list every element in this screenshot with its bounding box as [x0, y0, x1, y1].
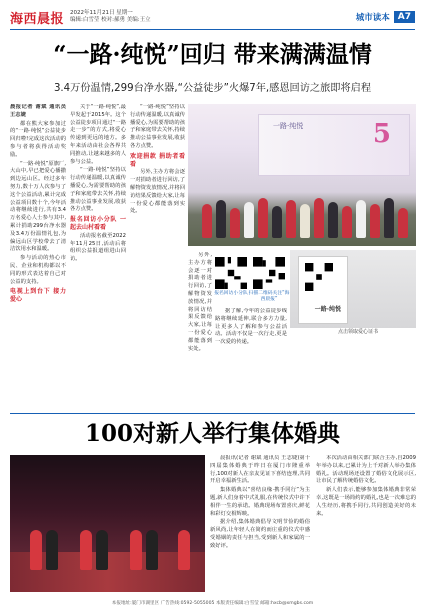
certificate-card: [298, 256, 348, 324]
subheading: 报名回访小分队 一起去山村看看: [70, 216, 126, 231]
wedding-photo: [10, 455, 205, 592]
person: [300, 204, 310, 238]
footer: 本报地址:厦门市湖里区 广告热线:0592-5055005 本版责任编辑:白雪莹 邮箱:hxcb@xmgbs.com: [111, 601, 314, 606]
paragraph: 活动报名截至2022年11月25日,活动后将组织公益报道组进山回访。: [70, 232, 126, 263]
section-label: 城市读本: [355, 13, 390, 23]
paragraph: 另外,主办方将会逐一对捐助者进行回访,了解物资发放情况,并将回访结果反馈给大家,让每一份爱心都能落到实处。: [188, 252, 212, 352]
qr-caption-follow: 扫描二维码关注“海西晨报”: [248, 291, 290, 302]
subheading: 电视上到台下 接力爱心: [10, 288, 66, 304]
paragraph: 参与活动的热心市民、企业和机构都以不同的形式表达着自己对公益的支持。: [10, 255, 66, 285]
qr-code-icon: [305, 263, 333, 291]
story1-column-4: [188, 252, 212, 412]
paragraph: 晨报讯(记者 谢斌 通讯员 王志婕)第十四届集体婚典于昨日在厦门市隆重举行,100对新人在亲友见证下喜结连理,共同开启幸福新生活。: [210, 455, 310, 485]
paragraph: 集体婚典以“喜结良缘·携手同行”为主题,新人们身着中式礼服,在传统仪式中许下相伴一生的承诺。婚典现场布置喜庆,鲜花和彩灯交相辉映。: [210, 487, 310, 517]
story1-column-3: [130, 104, 185, 412]
story1-subheadline: 3.4万份温情,299台净水器,“公益徒步”火爆7年,感恩回访之旅即将启程: [53, 83, 372, 94]
person: [202, 204, 212, 238]
story-divider: [10, 413, 415, 414]
qr-code-icon[interactable]: [215, 257, 247, 289]
masthead-rule: [10, 29, 415, 30]
bride: [130, 530, 142, 570]
stage-screen: [258, 114, 410, 176]
person: [314, 198, 324, 238]
person: [342, 206, 352, 238]
story1-column-5: [215, 308, 287, 412]
story1-column-2: [70, 104, 126, 412]
bride: [30, 530, 42, 570]
story1-headline: “一路·纯悦”回归 带来满满温情: [53, 41, 372, 68]
paragraph: “一路·纯悦”原旗厂,大山中,早已把爱心播撒到边远山区。经过多年努力,数十万人次参与了这个公益活动,累计完成公益项目数十个,今年活动将继续进行,共有3.4万名爱心人士参与其中,累计捐助299台净水器及3.4万份温情礼包,为偏远山区学校带去了清洁饮用水和温暖。: [10, 160, 66, 253]
masthead: [10, 6, 415, 28]
issue-meta: [70, 10, 151, 24]
groom: [46, 530, 58, 570]
paragraph: “一路·纯悦”坚持以行动传递温暖,以真诚传播爱心,为需要帮助的孩子和家庭带去关怀,持续推动公益事业发展,收获各方点赞。: [130, 104, 185, 149]
page-number-badge: A7: [394, 11, 415, 23]
certificate-caption: 一路·纯悦: [314, 306, 341, 313]
person: [384, 198, 394, 238]
editor-line: 编辑:白雪莹 校对:郝勇 美编:王立: [70, 17, 151, 23]
story2-headline: 100对新人举行集体婚典: [84, 420, 340, 447]
story2-column-2: [316, 455, 416, 595]
person: [286, 200, 296, 238]
screen-number: 5: [372, 119, 391, 149]
bride: [80, 530, 92, 570]
story2-column-1: [210, 455, 310, 595]
qr-caption-signup: 报名回访小分队: [214, 291, 248, 296]
person: [398, 208, 408, 238]
groom: [146, 530, 158, 570]
paragraph: 新人们表示,能够参加集体婚典非常荣幸,这既是一场简约的婚礼,也是一次难忘的人生经历,将携手同行,共同创造美好的未来。: [316, 487, 416, 517]
certificate-label: 点击领取爱心证书: [337, 329, 378, 335]
story1-column-1: [10, 104, 66, 412]
event-photo: [188, 104, 416, 246]
crowd: [188, 188, 416, 246]
paragraph: 另外,主办方将会逐一对捐助者进行回访,了解物资发放情况,并将回访结果反馈给大家,让每一份爱心都能落到实处。: [130, 169, 185, 215]
qr-code-group: [214, 255, 290, 302]
person: [230, 208, 240, 238]
section-header: [356, 11, 415, 23]
person: [328, 202, 338, 238]
newspaper-logo: 海西晨报: [10, 11, 65, 27]
bride: [178, 530, 190, 570]
certificate-photo: [290, 250, 416, 328]
paragraph: 本次活动由相关部门联合主办,自2009年举办以来,已累计为上千对新人举办集体婚礼。活动现场还设置了婚俗文化展示区,让市民了解传统婚俗文化。: [316, 455, 416, 485]
paragraph: 关于“一路·纯悦”,最早发起于2015年。这个公益徒步项目通过“一路走一步”的方式,将爱心传递到更远的地方。多年来活动由社会各界共同推动,让越来越多的人参与公益。: [70, 104, 126, 165]
paragraph: 据介绍,集体婚典倡导文明节俭的婚俗新风尚,让年轻人在简约而庄重的仪式中感受婚姻的责任与担当,受到新人和家属的一致好评。: [210, 519, 310, 549]
paragraph: 都在熊大家参加过的“一路·纯悦”公益徒步回归啦!完成这次活动的参与者将获得活动奖励。: [10, 120, 66, 158]
paragraph: 据了解,今年的公益徒步线路将继续延伸,联合多方力量,让更多人了解和参与公益活动。活动不仅是一次行走,更是一次爱的传递。: [215, 308, 287, 346]
person: [272, 206, 282, 238]
groom: [96, 530, 108, 570]
person: [216, 200, 226, 238]
person: [258, 198, 268, 238]
person: [370, 204, 380, 238]
issue-date: 2022年11月21日 星期一: [70, 10, 133, 16]
person: [244, 202, 254, 238]
qr-code-icon[interactable]: [253, 257, 285, 289]
paragraph: “一路·纯悦”坚持以行动传递温暖,以真诚传播爱心,为需要帮助的孩子和家庭带去关怀,持续推动公益事业发展,收获各方点赞。: [70, 167, 126, 213]
subheading: 欢迎捐款 捐助者看看: [130, 152, 185, 168]
byline: 晨报记者 谢斌 通讯员 王志婕: [10, 104, 66, 118]
person: [356, 200, 366, 238]
screen-title: 一路·纯悦: [273, 122, 304, 130]
